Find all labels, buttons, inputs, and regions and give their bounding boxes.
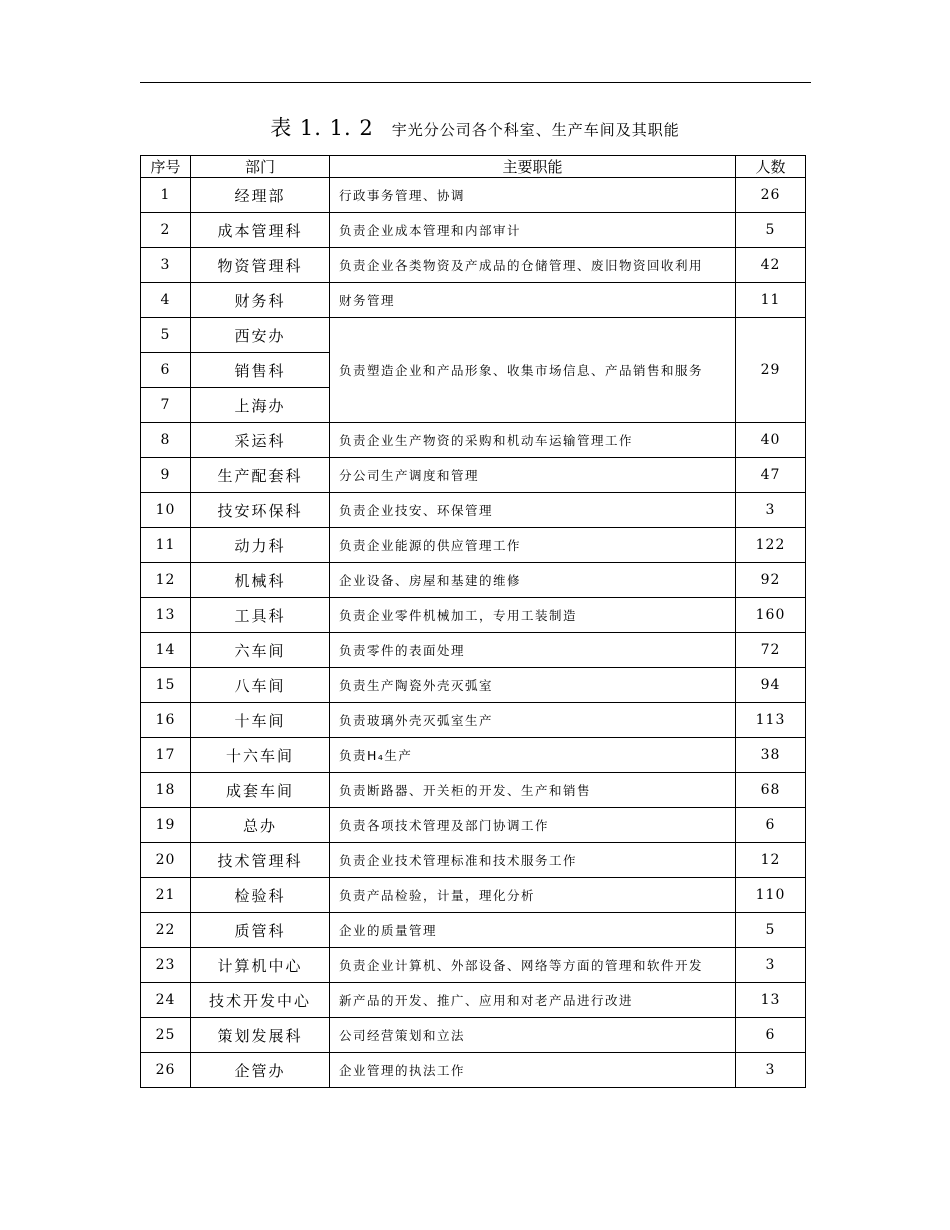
table-title: 宇光分公司各个科室、生产车间及其职能 xyxy=(391,121,680,139)
table-row xyxy=(141,458,806,493)
cell-count: 122 xyxy=(736,528,806,563)
cell-no: 7 xyxy=(141,388,191,423)
cell-no: 13 xyxy=(141,598,191,633)
cell-no: 19 xyxy=(141,808,191,843)
cell-no: 5 xyxy=(141,318,191,353)
cell-func: 负责企业技术管理标准和技术服务工作 xyxy=(330,843,736,878)
header-row xyxy=(141,156,806,178)
cell-no: 8 xyxy=(141,423,191,458)
cell-func: 新产品的开发、推广、应用和对老产品进行改进 xyxy=(330,983,736,1018)
cell-no: 11 xyxy=(141,528,191,563)
cell-no: 3 xyxy=(141,248,191,283)
cell-no: 20 xyxy=(141,843,191,878)
cell-dept: 动力科 xyxy=(191,528,330,563)
table-row xyxy=(141,703,806,738)
table-row xyxy=(141,1018,806,1053)
cell-count: 3 xyxy=(736,948,806,983)
table-row xyxy=(141,913,806,948)
header-dept: 部门 xyxy=(191,156,330,178)
cell-no: 16 xyxy=(141,703,191,738)
cell-dept: 十车间 xyxy=(191,703,330,738)
cell-no: 2 xyxy=(141,213,191,248)
cell-no: 17 xyxy=(141,738,191,773)
cell-count: 94 xyxy=(736,668,806,703)
cell-count: 40 xyxy=(736,423,806,458)
cell-dept: 成套车间 xyxy=(191,773,330,808)
cell-no: 26 xyxy=(141,1053,191,1088)
cell-no: 25 xyxy=(141,1018,191,1053)
table-row xyxy=(141,1053,806,1088)
cell-count: 5 xyxy=(736,913,806,948)
department-table xyxy=(140,155,806,1088)
cell-no: 12 xyxy=(141,563,191,598)
cell-dept: 机械科 xyxy=(191,563,330,598)
table-row xyxy=(141,598,806,633)
cell-func: 企业的质量管理 xyxy=(330,913,736,948)
cell-dept: 财务科 xyxy=(191,283,330,318)
table-row xyxy=(141,773,806,808)
cell-count: 47 xyxy=(736,458,806,493)
cell-no: 1 xyxy=(141,178,191,213)
cell-dept: 六车间 xyxy=(191,633,330,668)
cell-no: 10 xyxy=(141,493,191,528)
table-row xyxy=(141,738,806,773)
cell-count: 6 xyxy=(736,808,806,843)
cell-count: 110 xyxy=(736,878,806,913)
table-label: 表 1. 1. 2 xyxy=(270,116,374,140)
table-row xyxy=(141,808,806,843)
table-caption xyxy=(0,112,950,142)
cell-dept: 策划发展科 xyxy=(191,1018,330,1053)
header-count: 人数 xyxy=(736,156,806,178)
cell-func: 负责H₄生产 xyxy=(330,738,736,773)
cell-dept: 检验科 xyxy=(191,878,330,913)
table-row xyxy=(141,563,806,598)
cell-dept: 物资管理科 xyxy=(191,248,330,283)
table-row xyxy=(141,668,806,703)
cell-func: 负责企业生产物资的采购和机动车运输管理工作 xyxy=(330,423,736,458)
cell-func: 负责各项技术管理及部门协调工作 xyxy=(330,808,736,843)
cell-count: 72 xyxy=(736,633,806,668)
cell-dept: 企管办 xyxy=(191,1053,330,1088)
cell-func: 企业设备、房屋和基建的维修 xyxy=(330,563,736,598)
cell-count: 113 xyxy=(736,703,806,738)
cell-count: 68 xyxy=(736,773,806,808)
cell-dept: 生产配套科 xyxy=(191,458,330,493)
cell-func: 负责生产陶瓷外壳灭弧室 xyxy=(330,668,736,703)
cell-dept: 技安环保科 xyxy=(191,493,330,528)
table-row xyxy=(141,528,806,563)
cell-func: 行政事务管理、协调 xyxy=(330,178,736,213)
cell-dept: 上海办 xyxy=(191,388,330,423)
cell-func: 负责企业计算机、外部设备、网络等方面的管理和软件开发 xyxy=(330,948,736,983)
cell-dept: 总办 xyxy=(191,808,330,843)
cell-dept: 西安办 xyxy=(191,318,330,353)
cell-count: 38 xyxy=(736,738,806,773)
table-row xyxy=(141,283,806,318)
cell-no: 18 xyxy=(141,773,191,808)
cell-no: 22 xyxy=(141,913,191,948)
table-row xyxy=(141,633,806,668)
cell-dept: 成本管理科 xyxy=(191,213,330,248)
cell-no: 14 xyxy=(141,633,191,668)
cell-count: 26 xyxy=(736,178,806,213)
cell-no: 4 xyxy=(141,283,191,318)
table-row xyxy=(141,213,806,248)
cell-count-merged: 29 xyxy=(736,318,806,423)
cell-no: 24 xyxy=(141,983,191,1018)
cell-dept: 十六车间 xyxy=(191,738,330,773)
cell-count: 92 xyxy=(736,563,806,598)
table-row xyxy=(141,318,806,353)
cell-no: 23 xyxy=(141,948,191,983)
cell-func: 公司经营策划和立法 xyxy=(330,1018,736,1053)
cell-func: 负责企业技安、环保管理 xyxy=(330,493,736,528)
cell-no: 21 xyxy=(141,878,191,913)
table-row xyxy=(141,843,806,878)
cell-func: 企业管理的执法工作 xyxy=(330,1053,736,1088)
cell-dept: 八车间 xyxy=(191,668,330,703)
cell-func: 负责企业能源的供应管理工作 xyxy=(330,528,736,563)
table-row xyxy=(141,878,806,913)
cell-func: 负责企业各类物资及产成品的仓储管理、废旧物资回收利用 xyxy=(330,248,736,283)
table-row xyxy=(141,948,806,983)
cell-func: 负责零件的表面处理 xyxy=(330,633,736,668)
table-row xyxy=(141,493,806,528)
header-no: 序号 xyxy=(141,156,191,178)
cell-no: 15 xyxy=(141,668,191,703)
cell-count: 3 xyxy=(736,493,806,528)
cell-count: 11 xyxy=(736,283,806,318)
cell-func: 负责企业零件机械加工，专用工装制造 xyxy=(330,598,736,633)
table-row xyxy=(141,423,806,458)
cell-dept: 采运科 xyxy=(191,423,330,458)
cell-func: 负责企业成本管理和内部审计 xyxy=(330,213,736,248)
cell-count: 13 xyxy=(736,983,806,1018)
cell-func: 负责玻璃外壳灭弧室生产 xyxy=(330,703,736,738)
cell-count: 160 xyxy=(736,598,806,633)
cell-count: 5 xyxy=(736,213,806,248)
cell-count: 3 xyxy=(736,1053,806,1088)
cell-dept: 技术管理科 xyxy=(191,843,330,878)
cell-dept: 质管科 xyxy=(191,913,330,948)
cell-dept: 经理部 xyxy=(191,178,330,213)
cell-count: 42 xyxy=(736,248,806,283)
cell-no: 9 xyxy=(141,458,191,493)
table-row xyxy=(141,178,806,213)
table-row xyxy=(141,248,806,283)
cell-dept: 计算机中心 xyxy=(191,948,330,983)
table-row xyxy=(141,983,806,1018)
cell-func: 分公司生产调度和管理 xyxy=(330,458,736,493)
cell-func: 负责产品检验，计量，理化分析 xyxy=(330,878,736,913)
cell-dept: 销售科 xyxy=(191,353,330,388)
header-func: 主要职能 xyxy=(330,156,736,178)
top-rule xyxy=(140,82,811,83)
cell-dept: 技术开发中心 xyxy=(191,983,330,1018)
cell-no: 6 xyxy=(141,353,191,388)
cell-func: 负责断路器、开关柜的开发、生产和销售 xyxy=(330,773,736,808)
cell-count: 12 xyxy=(736,843,806,878)
cell-func-merged: 负责塑造企业和产品形象、收集市场信息、产品销售和服务 xyxy=(330,318,736,423)
cell-dept: 工具科 xyxy=(191,598,330,633)
cell-count: 6 xyxy=(736,1018,806,1053)
cell-func: 财务管理 xyxy=(330,283,736,318)
